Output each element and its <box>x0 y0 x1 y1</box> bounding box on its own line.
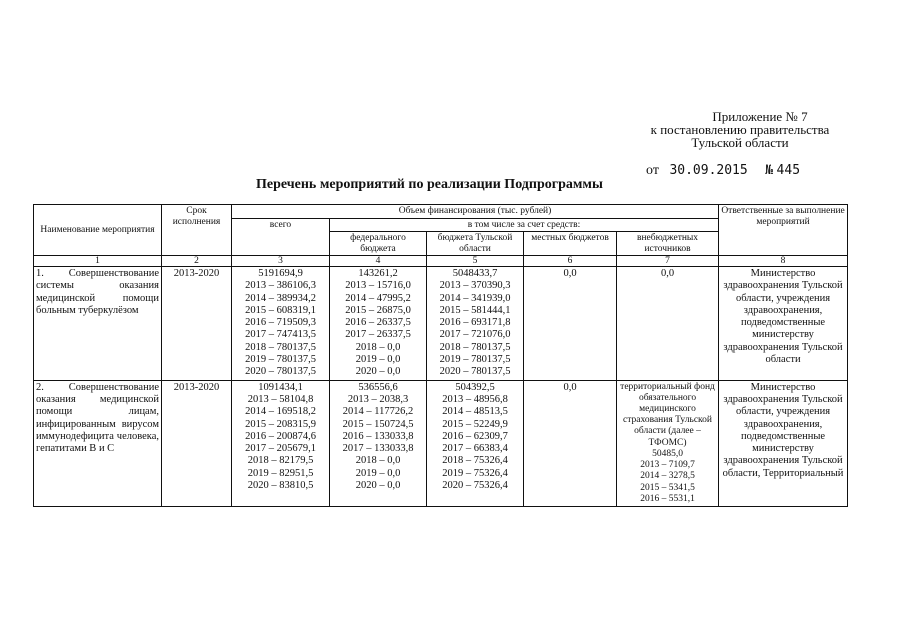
funding-line: 2016 – 5531,1 <box>640 493 695 504</box>
table-row <box>34 380 848 506</box>
funding-line: 536556,6 <box>358 381 398 393</box>
funding-line: 0,0 <box>563 381 577 393</box>
header-regional: бюджета Тульской области <box>427 232 524 256</box>
funding-line: 504392,5 <box>455 381 495 393</box>
funding-offbudget <box>617 380 719 506</box>
funding-line: 2020 – 0,0 <box>355 480 401 492</box>
column-number: 3 <box>232 256 330 267</box>
funding-regional <box>427 267 524 381</box>
funding-line: 2013 – 48956,8 <box>442 393 508 405</box>
measure-term: 2013-2020 <box>162 267 232 381</box>
funding-line: 2013 – 15716,0 <box>345 280 411 292</box>
funding-line: 2017 – 205679,1 <box>245 443 316 455</box>
funding-federal <box>330 267 427 381</box>
funding-line: 2020 – 780137,5 <box>439 366 511 378</box>
column-number-row <box>34 256 848 267</box>
funding-total <box>232 380 330 506</box>
funding-line: 2017 – 133033,8 <box>342 443 414 455</box>
funding-line: 2014 – 117726,2 <box>342 406 414 418</box>
measure-name: 2. Совершенствование оказания медицинской помощи лицам, инфицированным вирусом иммунодефицита человека, гепатитами В и С <box>34 380 162 506</box>
funding-line: 2018 – 75326,4 <box>442 455 508 467</box>
funding-line: 2015 – 581444,1 <box>439 304 511 316</box>
funding-line: 143261,2 <box>358 268 398 279</box>
funding-line: 2017 – 26337,5 <box>345 329 411 341</box>
funding-line: 2018 – 780137,5 <box>439 341 511 353</box>
header-including: в том числе за счет средств: <box>330 218 719 232</box>
funding-line: 2015 – 208315,9 <box>245 418 316 430</box>
funding-line: 2015 – 150724,5 <box>342 418 414 430</box>
approval-line <box>646 163 800 179</box>
funding-line: 50485,0 <box>652 448 683 459</box>
funding-line: 0,0 <box>563 268 577 279</box>
annex-region: Тульской области <box>691 135 789 150</box>
funding-line: 2020 – 75326,4 <box>442 480 508 492</box>
approval-number-sign: № <box>765 163 774 178</box>
funding-line: 2014 – 341939,0 <box>439 292 511 304</box>
column-number: 4 <box>330 256 427 267</box>
funding-line: 2013 – 58104,8 <box>247 393 314 405</box>
funding-line: 2013 – 386106,3 <box>245 280 316 292</box>
header-federal: федерального бюджета <box>330 232 427 256</box>
column-number: 5 <box>427 256 524 267</box>
funding-line: 2015 – 26875,0 <box>345 304 411 316</box>
funding-line: 2014 – 169518,2 <box>245 406 316 418</box>
responsible-parties: Министерство здравоохранения Тульской области, учреждения здравоохранения, подведомственные министерству здравоохранения Тульской области <box>719 267 848 381</box>
funding-line: 2016 – 719509,3 <box>245 317 316 329</box>
annex-header <box>600 110 880 149</box>
funding-line: 2019 – 75326,4 <box>442 467 508 479</box>
column-number: 1 <box>34 256 162 267</box>
column-number: 7 <box>617 256 719 267</box>
header-funding: Объем финансирования (тыс. рублей) <box>232 205 719 219</box>
measures-table <box>33 204 848 507</box>
funding-line: 2019 – 780137,5 <box>245 354 316 366</box>
funding-line: территориальный фонд обязательного медицинского страхования Тульской области (далее – ТФОМС) <box>620 381 715 448</box>
funding-line: 2017 – 721076,0 <box>439 329 511 341</box>
funding-line: 2016 – 26337,5 <box>345 317 411 329</box>
responsible-parties: Министерство здравоохранения Тульской области, учреждения здравоохранения, подведомственные министерству здравоохранения Тульской области, Территориальный <box>719 380 848 506</box>
column-number: 6 <box>524 256 617 267</box>
funding-line: 2015 – 5341,5 <box>640 482 695 493</box>
funding-line: 2018 – 82179,5 <box>247 455 314 467</box>
column-number: 2 <box>162 256 232 267</box>
funding-offbudget <box>617 267 719 381</box>
funding-line: 2016 – 693171,8 <box>439 317 511 329</box>
header-total: всего <box>232 218 330 256</box>
funding-line: 2014 – 47995,2 <box>345 292 411 304</box>
header-term: Срок исполнения <box>162 205 232 256</box>
funding-line: 2020 – 83810,5 <box>247 480 314 492</box>
funding-regional <box>427 380 524 506</box>
funding-line: 2020 – 0,0 <box>355 366 401 378</box>
approval-number: 445 <box>776 163 801 178</box>
funding-total <box>232 267 330 381</box>
funding-line: 2013 – 370390,3 <box>439 280 511 292</box>
funding-line: 2014 – 389934,2 <box>245 292 316 304</box>
annex-title: Приложение № 7 <box>712 109 808 124</box>
funding-line: 0,0 <box>660 268 675 279</box>
annex-resolution: к постановлению правительства <box>650 122 830 137</box>
funding-line: 2015 – 608319,1 <box>245 304 316 316</box>
column-number: 8 <box>719 256 848 267</box>
funding-line: 2019 – 0,0 <box>355 354 401 366</box>
funding-line: 2016 – 62309,7 <box>442 430 508 442</box>
funding-line: 2018 – 0,0 <box>355 341 401 353</box>
approval-prefix: от <box>646 163 659 178</box>
funding-line: 2020 – 780137,5 <box>245 366 316 378</box>
approval-date: 30.09.2015 <box>669 163 748 178</box>
funding-line: 2017 – 66383,4 <box>442 443 508 455</box>
funding-line: 5191694,9 <box>258 268 303 279</box>
table-row <box>34 267 848 381</box>
funding-line: 2019 – 0,0 <box>355 467 401 479</box>
funding-line: 2014 – 3278,5 <box>640 471 695 482</box>
funding-line: 2019 – 82951,5 <box>247 467 314 479</box>
funding-line: 1091434,1 <box>258 381 303 393</box>
funding-line: 5048433,7 <box>452 268 498 279</box>
page-title: Перечень мероприятий по реализации Подпрограммы <box>256 177 603 192</box>
measure-name: 1. Совершенствование системы оказания медицинской помощи больным туберкулёзом <box>34 267 162 381</box>
funding-line: 2016 – 133033,8 <box>342 430 414 442</box>
funding-line: 2019 – 780137,5 <box>439 354 511 366</box>
header-responsible: Ответственные за выполнение мероприятий <box>719 205 848 256</box>
funding-line: 2015 – 52249,9 <box>442 418 508 430</box>
funding-line: 2013 – 7109,7 <box>640 460 695 471</box>
funding-federal <box>330 380 427 506</box>
funding-line: 2018 – 780137,5 <box>245 341 316 353</box>
funding-local <box>524 267 617 381</box>
funding-local <box>524 380 617 506</box>
funding-line: 2013 – 2038,3 <box>347 393 409 405</box>
funding-line: 2017 – 747413,5 <box>245 329 316 341</box>
header-name: Наименование мероприятия <box>34 205 162 256</box>
header-row-1 <box>34 205 848 219</box>
funding-line: 2018 – 0,0 <box>355 455 401 467</box>
header-local: местных бюджетов <box>524 232 617 256</box>
header-offbudget: внебюджетных источников <box>617 232 719 256</box>
funding-line: 2014 – 48513,5 <box>442 406 508 418</box>
measure-term: 2013-2020 <box>162 380 232 506</box>
funding-line: 2016 – 200874,6 <box>245 430 316 442</box>
